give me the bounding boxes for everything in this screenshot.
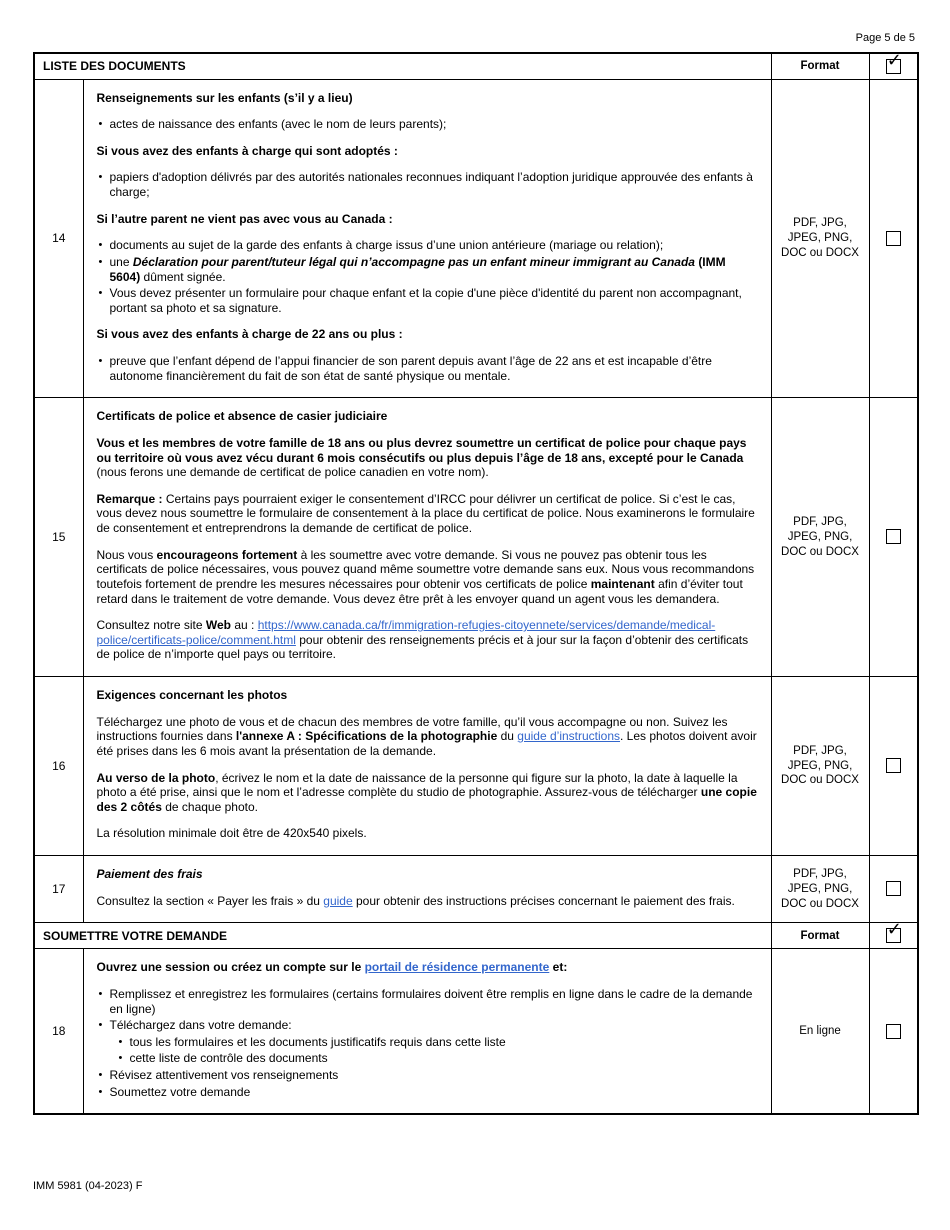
row-checkbox-cell (869, 677, 918, 856)
row-content (83, 79, 771, 398)
format-column-header: Format (771, 53, 869, 79)
table-row-item-17 (34, 856, 918, 923)
text-run: de chaque photo. (161, 799, 258, 814)
text-run: Exigences concernant les photos (96, 688, 288, 702)
row-number: 15 (34, 398, 83, 677)
paragraph (97, 894, 759, 909)
text-run: Certificats de police et absence de casier judiciaire (96, 409, 388, 424)
rich-content (97, 409, 759, 662)
text-run: cette liste de contrôle des documents (129, 1051, 328, 1066)
bullet-item (97, 987, 759, 1016)
checked-checkbox-icon (886, 919, 902, 943)
row-content (83, 398, 771, 677)
text-run: tous les formulaires et les documents justificatifs requis dans cette liste (129, 1034, 506, 1049)
text-run: l'annexe A : Spécifications de la photographie (235, 729, 498, 744)
text-run: Ouvrez une session ou créez un compte sur le (96, 960, 365, 975)
document-checkbox[interactable] (886, 529, 901, 544)
row-content (83, 677, 771, 856)
text-run: Consultez la section « Payer les frais » du (96, 893, 324, 908)
bullet-text (110, 170, 759, 199)
paragraph (97, 618, 759, 662)
bullet-icon: • (98, 1069, 103, 1081)
paragraph (97, 436, 759, 480)
text-run: Web (205, 618, 232, 633)
paragraph (97, 715, 759, 759)
bullet-icon: • (98, 239, 103, 252)
text-run: au : (231, 618, 258, 633)
paragraph (97, 826, 759, 841)
row-number: 18 (34, 949, 83, 1115)
section-header-liste-des-documents (34, 53, 918, 79)
text-run: (IMM 5604) (109, 254, 726, 284)
form-number: IMM 5981 (04-2023) F (33, 1180, 143, 1192)
text-run: Vous et les membres de votre famille de 18 ans ou plus devrez soumettre un certificat de police pour chaque pays ou territoire où vous avez vécu durant 6 mois consécutifs ou plus depuis l’âge de 18 ans, excepté pour le Canada (96, 435, 747, 465)
row-checkbox-cell (869, 856, 918, 923)
checkbox-column-header (869, 919, 918, 949)
section-header-soumettre-votre-demande (34, 923, 918, 949)
paragraph (97, 688, 759, 703)
section-title: SOUMETTRE VOTRE DEMANDE (34, 923, 771, 949)
rich-content (97, 688, 759, 841)
bullet-text (130, 1051, 759, 1066)
table-row-item-14 (34, 79, 918, 398)
paragraph (97, 144, 759, 159)
bullet-list (97, 238, 759, 315)
text-run: Téléchargez dans votre demande: (109, 1018, 292, 1033)
bullet-icon: • (98, 118, 103, 131)
paragraph (97, 409, 759, 424)
bullet-item (97, 1068, 759, 1083)
row-format: PDF, JPG, JPEG, PNG, DOC ou DOCX (771, 398, 869, 677)
inline-link[interactable]: https://www.canada.ca/fr/immigration-refugies-citoyennete/services/demande/medical-police/certificats-police/comment.html (96, 618, 716, 647)
text-run: Vous devez présenter un formulaire pour chaque enfant et la copie d'une pièce d'identité du parent non accompagnant, portant sa photo et sa signature. (109, 286, 742, 315)
text-run: Soumettez votre demande (109, 1084, 251, 1099)
inline-link[interactable]: portail de résidence permanente (364, 960, 550, 975)
bullet-text (110, 117, 759, 132)
text-run: Déclaration pour parent/tuteur légal qui n’accompagne pas un enfant mineur immigrant au Canada (132, 254, 695, 269)
text-run: , écrivez le nom et la date de naissance de la personne qui figure sur la photo, la date à laquelle la photo a été prise, ainsi que le nom et l’adresse complète du studio de photographie. Assurez-vous de télécharger (96, 770, 738, 800)
bullet-text (110, 255, 759, 284)
bullet-icon: • (98, 1019, 103, 1032)
table-row-item-18 (34, 949, 918, 1115)
text-run: Remarque : (96, 491, 163, 506)
row-format: En ligne (771, 949, 869, 1115)
bullet-text (110, 1068, 759, 1083)
text-run: pour obtenir des instructions précises concernant le paiement des frais. (352, 893, 735, 908)
text-run: une (109, 254, 133, 269)
inline-link[interactable]: guide d’instructions (517, 729, 621, 744)
bullet-icon: • (98, 287, 103, 300)
text-run: . Les photos doivent avoir été prises dans les 6 mois avant la présentation de la demande. (96, 729, 757, 758)
paragraph (97, 960, 759, 975)
row-number: 14 (34, 79, 83, 398)
bullet-text (130, 1035, 759, 1050)
check-icon: ✓ (886, 49, 902, 70)
paragraph (97, 771, 759, 815)
bullet-item (97, 170, 759, 199)
text-run: (nous ferons une demande de certificat de police canadien en votre nom). (96, 465, 489, 480)
bullet-icon: • (98, 1085, 103, 1098)
bullet-item (97, 255, 759, 284)
row-content (83, 856, 771, 923)
text-run: Si vous avez des enfants à charge de 22 ans ou plus : (96, 327, 403, 342)
checkbox-column-header (869, 49, 918, 79)
text-run: Si l’autre parent ne vient pas avec vous au Canada : (96, 211, 393, 226)
bullet-item (97, 286, 759, 315)
paragraph (97, 548, 759, 607)
row-number: 16 (34, 677, 83, 856)
page-number: Page 5 de 5 (855, 32, 915, 44)
text-run: papiers d'adoption délivrés par des autorités nationales reconnues indiquant l’adoption juridique approuvée des enfants à charge; (109, 170, 753, 199)
row-format: PDF, JPG, JPEG, PNG, DOC ou DOCX (771, 677, 869, 856)
document-checkbox[interactable] (886, 881, 901, 896)
bullet-item (117, 1051, 759, 1066)
bullet-item (97, 117, 759, 132)
bullet-icon: • (98, 255, 103, 268)
text-run: preuve que l’enfant dépend de l’appui financier de son parent depuis avant l’âge de 22 ans et est incapable d’être autonome financièrement du fait de son état de santé physique ou mentale. (109, 354, 712, 383)
text-run: actes de naissance des enfants (avec le nom de leurs parents); (109, 117, 447, 132)
rich-content (97, 960, 759, 1099)
bullet-list (97, 170, 759, 199)
text-run: une copie des 2 côtés (96, 785, 757, 814)
format-column-header: Format (771, 923, 869, 949)
text-run: Si vous avez des enfants à charge qui sont adoptés : (96, 143, 398, 158)
text-run: Consultez notre site (96, 618, 206, 633)
text-run: Renseignements sur les enfants (s’il y a lieu) (96, 90, 353, 105)
text-run: Nous vous (96, 547, 157, 562)
text-run: et: (549, 960, 568, 975)
text-run: pour obtenir des renseignements précis et à jour sur la façon d’obtenir des certificats de police de n’importe quel pays ou territoire. (96, 632, 749, 662)
rich-content (97, 867, 759, 908)
bullet-list (97, 987, 759, 1099)
bullet-item (97, 1018, 759, 1033)
text-run: Téléchargez une photo de vous et de chacun des membres de votre famille, qu’il vous accompagne ou non. Suivez les instructions fournies dans (96, 714, 728, 744)
bullet-icon: • (98, 987, 103, 1000)
document-checklist-table (33, 49, 919, 1115)
row-format: PDF, JPG, JPEG, PNG, DOC ou DOCX (771, 856, 869, 923)
bullet-item (97, 354, 759, 383)
text-run: Révisez attentivement vos renseignements (109, 1068, 339, 1082)
text-run: encourageons fortement (156, 547, 298, 562)
paragraph (97, 327, 759, 342)
paragraph (97, 492, 759, 536)
text-run: Paiement des frais (96, 867, 203, 881)
document-checkbox[interactable] (886, 758, 901, 773)
row-number: 17 (34, 856, 83, 923)
bullet-icon: • (98, 355, 103, 367)
bullet-text (110, 987, 759, 1016)
bullet-text (110, 1018, 759, 1033)
document-checkbox[interactable] (886, 231, 901, 246)
checked-checkbox-icon (886, 49, 902, 74)
paragraph (97, 212, 759, 227)
paragraph (97, 91, 759, 106)
bullet-list (97, 117, 759, 132)
check-icon: ✓ (886, 919, 902, 940)
text-run: Certains pays pourraient exiger le consentement d’IRCC pour délivrer un certificat de police. Si c’est le cas, vous devez nous soumettre le formulaire de consentement à la place du certificat de police. Nous examinerons le formulaire de consentement et entreprendrons la demande de certificat de police. (96, 491, 755, 535)
table-row-item-15 (34, 398, 918, 677)
bullet-icon: • (98, 171, 103, 184)
bullet-text (110, 1085, 759, 1100)
row-format: PDF, JPG, JPEG, PNG, DOC ou DOCX (771, 79, 869, 398)
text-run: afin d’éviter tout retard dans le traitement de votre demande. Vous devez être prêt à les envoyer quand un agent vous les demandera. (96, 576, 743, 606)
text-run: du (497, 729, 518, 744)
text-run: documents au sujet de la garde des enfants à charge issus d’une union antérieure (mariage ou relation); (109, 238, 664, 253)
bullet-icon: • (118, 1035, 123, 1048)
table-row-item-16 (34, 677, 918, 856)
bullet-item (97, 238, 759, 253)
row-checkbox-cell (869, 398, 918, 677)
text-run: à les soumettre avec votre demande. Si vous ne pouvez pas obtenir tous les certificats de police nécessaires, vous pouvez quand même soumettre votre demande sans eux. Nous vous recommandons toutefois fortement de prendre les mesures nécessaires pour obtenir vos certificats de police (96, 547, 755, 591)
bullet-text (110, 286, 759, 315)
inline-link[interactable]: guide (323, 893, 353, 908)
text-run: La résolution minimale doit être de 420x540 pixels. (96, 826, 367, 841)
document-checkbox[interactable] (886, 1024, 901, 1039)
rich-content (97, 91, 759, 384)
text-run: maintenant (590, 576, 655, 591)
text-run: Au verso de la photo (96, 770, 216, 785)
row-checkbox-cell (869, 949, 918, 1115)
row-checkbox-cell (869, 79, 918, 398)
bullet-text (110, 238, 759, 253)
row-content (83, 949, 771, 1115)
bullet-text (110, 354, 759, 383)
bullet-item (117, 1035, 759, 1050)
bullet-icon: • (118, 1052, 123, 1065)
bullet-item (97, 1085, 759, 1100)
text-run: Remplissez et enregistrez les formulaires (certains formulaires doivent être remplis en ligne dans le cadre de la demande en ligne) (109, 986, 753, 1016)
text-run: dûment signée. (140, 269, 226, 284)
bullet-list (97, 354, 759, 383)
paragraph (97, 867, 759, 882)
section-title: LISTE DES DOCUMENTS (34, 53, 771, 79)
